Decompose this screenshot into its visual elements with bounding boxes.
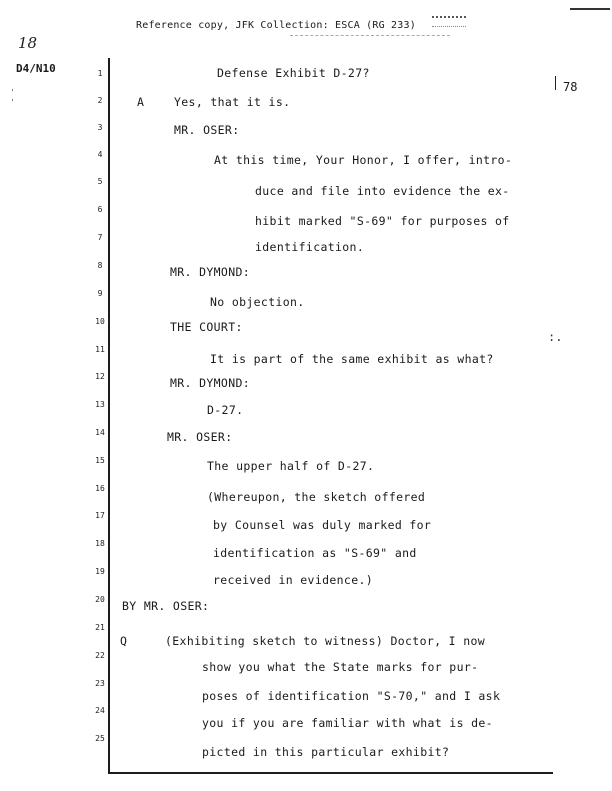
transcript-line: identification. (255, 240, 365, 254)
speaker-line: MR. OSER: (174, 123, 240, 137)
transcript-line: (Whereupon, the sketch offered (207, 490, 426, 504)
transcript-line: Defense Exhibit D-27? (217, 66, 370, 80)
speaker-label-answer: A (137, 95, 145, 109)
line-number: 14 (95, 428, 105, 437)
handwritten-number: 18 (18, 34, 38, 52)
margin-marks: ' ' (10, 88, 15, 107)
line-number: 8 (97, 261, 103, 270)
line-number: 23 (95, 679, 105, 688)
line-number: 24 (95, 706, 105, 715)
line-number: 4 (97, 150, 103, 159)
transcript-line: D-27. (207, 403, 244, 417)
transcript-line: No objection. (210, 295, 305, 309)
line-number: 12 (95, 372, 105, 381)
document-code: D4/N10 (16, 62, 56, 75)
speaker-line: MR. OSER: (167, 430, 233, 444)
line-number: 18 (95, 539, 105, 548)
transcript-line: The upper half of D-27. (207, 459, 375, 473)
frame-corner-tick (555, 76, 556, 90)
transcript-line: It is part of the same exhibit as what? (210, 352, 494, 366)
transcript-line: At this time, Your Honor, I offer, intro- (214, 153, 513, 167)
line-number: 9 (97, 289, 103, 298)
line-number: 25 (95, 734, 105, 743)
line-number: 10 (95, 317, 105, 326)
margin-pencil-mark: :. (548, 330, 563, 344)
line-number: 15 (95, 456, 105, 465)
line-number: 11 (95, 345, 105, 354)
line-number: 20 (95, 595, 105, 604)
speaker-line: THE COURT: (170, 320, 243, 334)
line-number: 13 (95, 400, 105, 409)
transcript-line: poses of identification "S-70," and I ask (202, 689, 501, 703)
line-number: 19 (95, 567, 105, 576)
page-number: 78 (563, 80, 578, 94)
transcript-line: show you what the State marks for pur- (202, 660, 479, 674)
scan-artifact-line (290, 35, 450, 36)
line-number: 6 (97, 205, 103, 214)
transcript-line: (Exhibiting sketch to witness) Doctor, I now (165, 634, 486, 648)
speaker-line: BY MR. OSER: (122, 599, 210, 613)
corner-rule (570, 8, 610, 10)
transcript-line: by Counsel was duly marked for (213, 518, 432, 532)
line-number: 7 (97, 233, 103, 242)
line-number: 3 (97, 123, 103, 132)
line-number: 17 (95, 511, 105, 520)
line-number: 22 (95, 651, 105, 660)
reference-header: Reference copy, JFK Collection: ESCA (RG 233) (136, 20, 416, 31)
line-number: 21 (95, 623, 105, 632)
speaker-line: MR. DYMOND: (170, 376, 251, 390)
line-number: 2 (97, 96, 103, 105)
transcript-line: you if you are familiar with what is de- (202, 716, 493, 730)
transcript-line: received in evidence.) (213, 573, 374, 587)
transcript-line: hibit marked "S-69" for purposes of (255, 214, 510, 228)
line-number: 16 (95, 484, 105, 493)
stamp-scribble (432, 16, 466, 27)
speaker-line: MR. DYMOND: (170, 265, 251, 279)
transcript-line: picted in this particular exhibit? (202, 745, 450, 759)
line-number: 5 (97, 177, 103, 186)
transcript-line: identification as "S-69" and (213, 546, 417, 560)
line-number: 1 (97, 69, 103, 78)
transcript-line: duce and file into evidence the ex- (255, 184, 510, 198)
speaker-label-question: Q (120, 634, 128, 648)
transcript-line: Yes, that it is. (174, 95, 291, 109)
